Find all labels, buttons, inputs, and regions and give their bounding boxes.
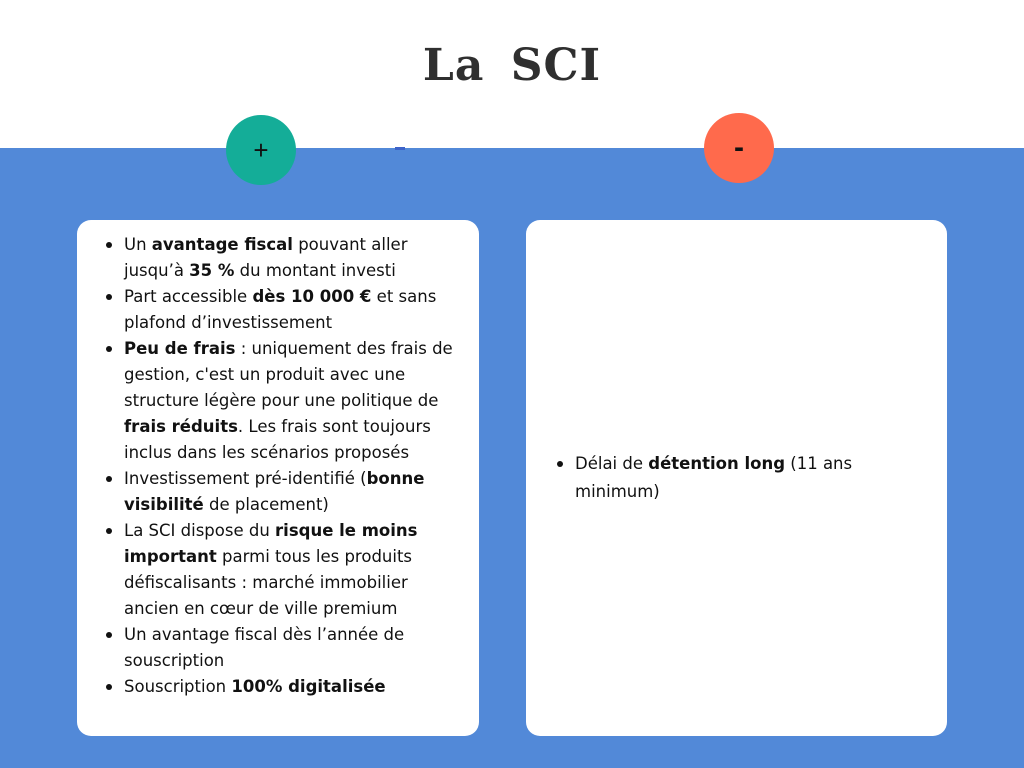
decorative-dash	[395, 147, 405, 150]
bold-text: 100% digitalisée	[231, 677, 386, 696]
page-title: La SCI	[422, 40, 602, 91]
pros-list-item	[89, 232, 463, 284]
bold-text: 35 %	[189, 261, 235, 280]
bold-text: avantage fiscal	[151, 235, 293, 254]
text: Investissement pré-identifié (	[124, 469, 367, 488]
text: (11 ans minimum)	[575, 454, 853, 501]
bold-text: dès 10 000 €	[252, 287, 372, 306]
cons-list-item	[540, 450, 919, 506]
text: Souscription	[124, 677, 232, 696]
text: La SCI dispose du	[124, 521, 276, 540]
pros-list-item	[89, 284, 463, 336]
text: pouvant aller jusqu’à	[124, 235, 408, 280]
pros-list	[89, 232, 463, 700]
text: de placement)	[203, 495, 329, 514]
cons-list	[540, 450, 919, 506]
bold-text: Peu de frais	[124, 339, 236, 358]
bold-text: détention long	[648, 454, 786, 473]
pros-list-item	[89, 466, 463, 518]
bold-text: frais réduits	[124, 417, 238, 436]
pros-list-item	[89, 674, 463, 700]
pros-list-item	[89, 336, 463, 466]
text: Délai de	[575, 454, 649, 473]
cons-card	[526, 220, 947, 736]
text: du montant investi	[234, 261, 396, 280]
bold-text: risque le moins important	[124, 521, 418, 566]
pros-plus-icon: +	[226, 115, 296, 185]
cons-minus-icon: -	[704, 113, 774, 183]
text: Part accessible	[124, 287, 253, 306]
pros-card	[77, 220, 479, 736]
text: et sans plafond d’investissement	[124, 287, 437, 332]
text: parmi tous les produits défiscalisants : marché immobilier ancien en cœur de ville premium	[124, 547, 413, 618]
text: . Les frais sont toujours inclus dans les scénarios proposés	[124, 417, 431, 462]
text: : uniquement des frais de gestion, c'est un produit avec une structure légère pour une politique de	[124, 339, 453, 410]
text: Un	[124, 235, 152, 254]
pros-list-item	[89, 518, 463, 622]
text: Un avantage fiscal dès l’année de souscription	[124, 625, 405, 670]
bold-text: bonne visibilité	[124, 469, 425, 514]
pros-list-item	[89, 622, 463, 674]
